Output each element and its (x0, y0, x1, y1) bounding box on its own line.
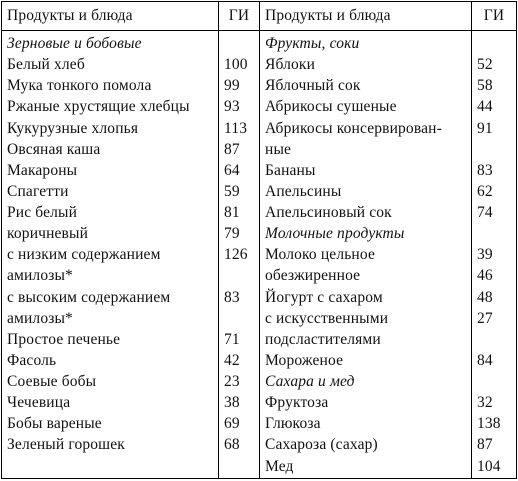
gi-value-left: 59 (219, 182, 260, 203)
gi-value-right (472, 478, 517, 479)
product-name-left: Белый хлеб (2, 55, 219, 76)
table-row (2, 245, 517, 266)
gi-value-right: 46 (472, 266, 517, 287)
product-name-left: Овсяная каша (2, 140, 219, 161)
gi-value-right: 84 (472, 351, 517, 372)
product-name-left: Макароны (2, 161, 219, 182)
gi-value-left: 126 (219, 245, 260, 266)
gi-value-right: 83 (472, 161, 517, 182)
gi-value-right: 27 (472, 309, 517, 330)
gi-value-left: 69 (219, 414, 260, 435)
product-name-right: Йогурт с сахаром (260, 288, 472, 309)
gi-value-left: 42 (219, 351, 260, 372)
gi-value-left (219, 457, 260, 478)
gi-value-left: 68 (219, 435, 260, 456)
gi-value-left: 23 (219, 372, 260, 393)
table-row (2, 414, 517, 435)
product-name-left: с высоким содержанием (2, 288, 219, 309)
product-name-right: Молоко цельное (260, 245, 472, 266)
product-name-right: Мороженое (260, 351, 472, 372)
gi-value-left: 71 (219, 330, 260, 351)
product-name-right: Глюкоза (260, 414, 472, 435)
product-name-left: коричневый (2, 224, 219, 245)
product-name-right: Апельсиновый сок (260, 203, 472, 224)
gi-value-left: 99 (219, 76, 260, 97)
table-row (2, 288, 517, 309)
header-product-left: Продукты и блюда (2, 2, 219, 31)
gi-value-left (219, 478, 260, 479)
table-row (2, 76, 517, 97)
table-row (2, 435, 517, 456)
product-name-left: Соевые бобы (2, 372, 219, 393)
category-heading-right: Молочные продукты (260, 224, 472, 245)
gi-value-right: 74 (472, 203, 517, 224)
product-name-right: Фруктоза (260, 393, 472, 414)
category-heading-right: Фрукты, соки (260, 31, 472, 56)
table-row (2, 224, 517, 245)
product-name-left: Зеленый горошек (2, 435, 219, 456)
glycemic-index-table (1, 1, 517, 479)
gi-value-right: 87 (472, 435, 517, 456)
gi-value-right: 58 (472, 76, 517, 97)
product-name-right: Мед (260, 457, 472, 478)
table-row (2, 309, 517, 330)
product-name-right: Апельсины (260, 182, 472, 203)
table-row (2, 140, 517, 161)
gi-value-right: 52 (472, 55, 517, 76)
table-row (2, 55, 517, 76)
table-row (2, 31, 517, 56)
table-row (2, 478, 517, 479)
product-name-right: обезжиренное (260, 266, 472, 287)
product-name-left: Фасоль (2, 351, 219, 372)
table-row (2, 203, 517, 224)
product-name-right: Сахароза (сахар) (260, 435, 472, 456)
gi-value-left: 87 (219, 140, 260, 161)
product-name-left: Ржаные хрустящие хлебцы (2, 97, 219, 118)
table-row (2, 330, 517, 351)
product-name-left: с низким содержанием (2, 245, 219, 266)
gi-value-right: 104 (472, 457, 517, 478)
product-name-right: подсластителями (260, 330, 472, 351)
gi-value-right: 32 (472, 393, 517, 414)
table-row (2, 372, 517, 393)
gi-value-left: 93 (219, 97, 260, 118)
product-name-right (260, 478, 472, 479)
product-name-left (2, 478, 219, 479)
gi-value-left (219, 309, 260, 330)
header-product-right: Продукты и блюда (260, 2, 472, 31)
gi-value-left: 113 (219, 119, 260, 140)
gi-value-right: 44 (472, 97, 517, 118)
gi-value-left: 83 (219, 288, 260, 309)
gi-value-left: 79 (219, 224, 260, 245)
table-row (2, 266, 517, 287)
table-row (2, 351, 517, 372)
category-heading-right: Сахара и мед (260, 372, 472, 393)
gi-value-right (472, 330, 517, 351)
product-name-right: Яблоки (260, 55, 472, 76)
gi-value-right: 48 (472, 288, 517, 309)
table-row (2, 457, 517, 478)
product-name-left: Кукурузные хлопья (2, 119, 219, 140)
product-name-right: Бананы (260, 161, 472, 182)
table-row (2, 97, 517, 118)
gi-value-left (219, 31, 260, 56)
gi-value-left (219, 266, 260, 287)
gi-value-right (472, 140, 517, 161)
table-row (2, 393, 517, 414)
product-name-right: Абрикосы сушеные (260, 97, 472, 118)
header-row (2, 2, 517, 31)
header-gi-right: ГИ (472, 2, 517, 31)
product-name-left (2, 457, 219, 478)
gi-value-right (472, 224, 517, 245)
product-name-left: Бобы вареные (2, 414, 219, 435)
gi-value-right (472, 372, 517, 393)
gi-value-left: 81 (219, 203, 260, 224)
gi-value-left: 38 (219, 393, 260, 414)
product-name-left: Мука тонкого помола (2, 76, 219, 97)
gi-value-right: 138 (472, 414, 517, 435)
product-name-left: Чечевица (2, 393, 219, 414)
product-name-left: амилозы* (2, 266, 219, 287)
gi-value-right: 91 (472, 119, 517, 140)
table-body (2, 31, 517, 479)
category-heading-left: Зерновые и бобовые (2, 31, 219, 56)
product-name-right: ные (260, 140, 472, 161)
product-name-right: Яблочный сок (260, 76, 472, 97)
product-name-right: с искусственными (260, 309, 472, 330)
product-name-left: Рис белый (2, 203, 219, 224)
product-name-right: Абрикосы консервирован- (260, 119, 472, 140)
table-row (2, 161, 517, 182)
product-name-left: Спагетти (2, 182, 219, 203)
table-row (2, 182, 517, 203)
gi-value-left: 64 (219, 161, 260, 182)
gi-value-right: 62 (472, 182, 517, 203)
product-name-left: Простое печенье (2, 330, 219, 351)
gi-value-right (472, 31, 517, 56)
product-name-left: амилозы* (2, 309, 219, 330)
table-row (2, 119, 517, 140)
gi-value-right: 39 (472, 245, 517, 266)
header-gi-left: ГИ (219, 2, 260, 31)
gi-value-left: 100 (219, 55, 260, 76)
